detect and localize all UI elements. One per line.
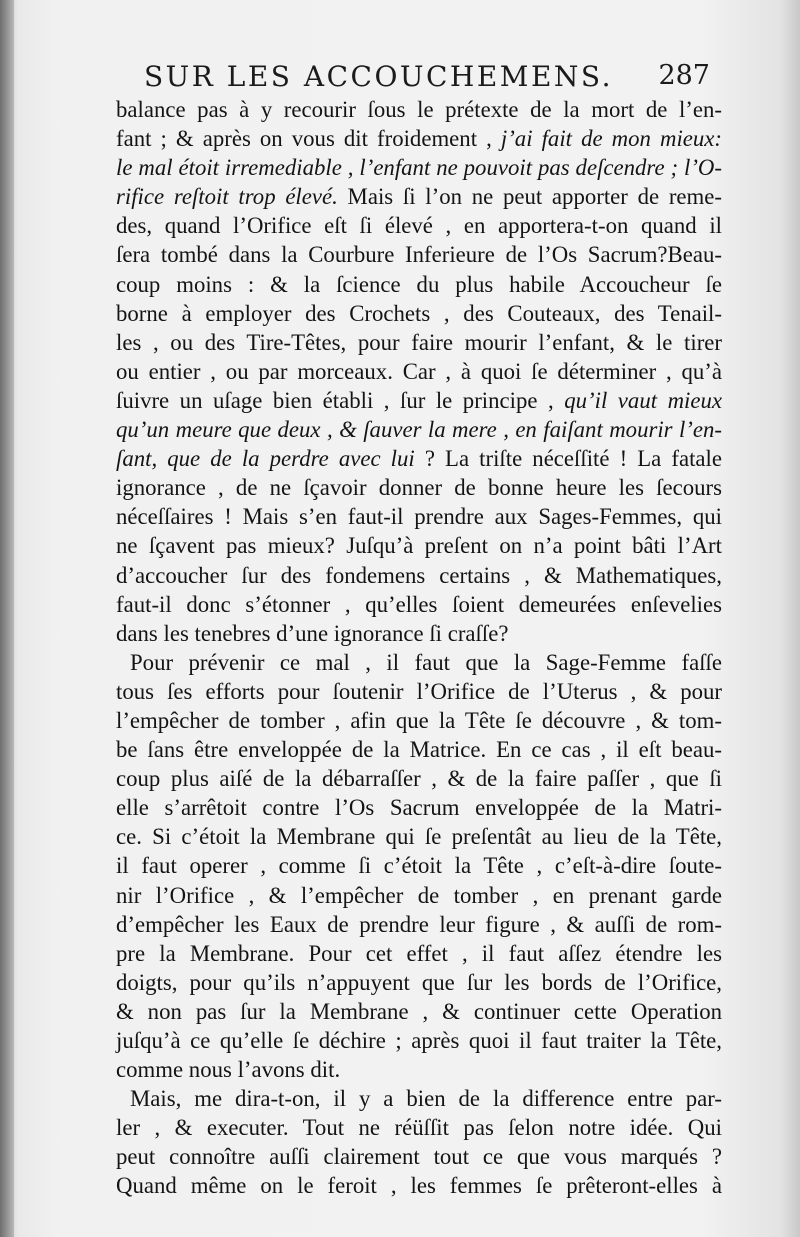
text-line — [116, 793, 722, 822]
text-line — [116, 822, 722, 851]
text-segment: juſqu’à ce qu’elle ſe déchire ; après quoi il faut traiter la Tête, — [116, 1028, 722, 1053]
text-line — [116, 328, 722, 357]
text-segment: elle s’arrêtoit contre l’Os Sacrum enveloppée de la Matri- — [116, 795, 722, 821]
text-segment: fant ; & après on vous dit froidement , — [116, 126, 501, 152]
text-line — [116, 444, 722, 473]
text-line — [116, 357, 722, 386]
text-line — [116, 648, 722, 677]
binding-gutter — [0, 0, 14, 1237]
text-line — [116, 1084, 722, 1113]
text-segment: doigts, pour qu’ils n’appuyent que ſur les bords de l’Orifice, — [116, 969, 722, 995]
text-line — [116, 270, 722, 299]
text-line — [116, 211, 722, 240]
text-segment: ne ſçavent pas mieux? Juſqu’à preſent on n’a point bâti l’Art — [116, 533, 722, 559]
text-line — [116, 531, 722, 560]
page-header — [116, 60, 716, 100]
text-segment: & non pas ſur la Membrane , & continuer cette Operation — [116, 998, 722, 1024]
text-segment: l’empêcher de tomber , afin que la Tête ſe découvre , & tom- — [116, 707, 722, 733]
text-line — [116, 473, 722, 502]
text-line — [116, 1171, 722, 1200]
body-text — [116, 95, 722, 1201]
text-segment: dans les tenebres d’une ignorance ſi craſſe? — [116, 620, 509, 646]
text-line — [116, 561, 722, 590]
text-segment: Mais, me dira-t-on, il y a bien de la difference entre par- — [130, 1086, 722, 1112]
text-line — [116, 124, 722, 153]
italic-text: qu’il vaut mieux — [564, 387, 722, 413]
text-line — [116, 95, 722, 124]
text-line — [116, 386, 722, 415]
text-line — [116, 590, 722, 619]
text-segment: il faut operer , comme ſi c’étoit la Tête , c’eſt-à-dire ſoute- — [116, 853, 722, 879]
text-segment: pre la Membrane. Pour cet effet , il faut aſſez étendre les — [116, 940, 722, 966]
text-segment: ce. Si c’étoit la Membrane qui ſe preſentât au lieu de la Tête, — [116, 824, 722, 850]
text-line — [116, 1026, 722, 1055]
text-segment: ler , & executer. Tout ne réüſſit pas ſelon notre idée. Qui — [116, 1115, 722, 1141]
text-segment: ſera tombé dans la Courbure Inferieure de l’Os Sacrum?Beau- — [116, 242, 722, 268]
italic-text: qu’un meure que deux , & ſauver la mere , en faiſant mourir l’en- — [116, 417, 722, 443]
text-line — [116, 415, 722, 444]
text-segment: ignorance , de ne ſçavoir donner de bonne heure les ſecours — [116, 475, 722, 501]
text-segment: Mais ſi l’on ne peut apporter de reme- — [337, 184, 722, 210]
text-segment: nir l’Orifice , & l’empêcher de tomber , en prenant garde — [116, 882, 722, 908]
text-line — [116, 182, 722, 211]
text-segment: faut-il donc s’étonner , qu’elles ſoient demeurées enſevelies — [116, 591, 722, 617]
text-segment: des, quand l’Orifice eſt ſi élevé , en apportera-t-on quand il — [116, 213, 722, 239]
text-segment: borne à employer des Crochets , des Couteaux, des Tenail- — [116, 300, 722, 326]
text-line — [116, 968, 722, 997]
text-line — [116, 1142, 722, 1171]
text-line — [116, 851, 722, 880]
page-number: 287 — [658, 60, 710, 91]
text-line — [116, 997, 722, 1026]
italic-text: j’ai fait de mon mieux: — [500, 126, 723, 152]
text-segment: ou entier , ou par morceaux. Car , à quoi ſe déterminer , qu’à — [116, 358, 722, 384]
text-line — [116, 764, 722, 793]
text-segment: comme nous l’avons dit. — [116, 1057, 341, 1083]
text-line — [116, 706, 722, 735]
text-line — [116, 939, 722, 968]
text-line — [116, 1055, 722, 1084]
text-line — [116, 677, 722, 706]
italic-text: rifice reſtoit trop élevé. — [116, 184, 338, 210]
text-segment: coup plus aiſé de la débarraſſer , & de la faire paſſer , que ſi — [116, 766, 722, 792]
text-line — [116, 240, 722, 269]
text-segment: coup moins : & la ſcience du plus habile Accoucheur ſe — [116, 271, 722, 297]
text-segment: tous ſes efforts pour ſoutenir l’Orifice de l’Uterus , & pour — [116, 678, 722, 704]
text-segment: peut connoître auſſi clairement tout ce que vous marqués ? — [116, 1144, 722, 1170]
text-line — [116, 619, 722, 648]
text-segment: néceſſaires ! Mais s’en faut-il prendre aux Sages-Femmes, qui — [116, 504, 722, 530]
italic-text: le mal étoit irremediable , l’enfant ne pouvoit pas deſcendre ; l’O- — [116, 155, 722, 181]
text-segment: ſuivre un uſage bien établi , ſur le principe , — [116, 387, 565, 413]
running-head: SUR LES ACCOUCHEMENS. — [144, 60, 613, 93]
text-line — [116, 502, 722, 531]
text-segment: d’empêcher les Eaux de prendre leur figure , & auſſi de rom- — [116, 911, 722, 937]
text-segment: ? La triſte néceſſité ! La fatale — [414, 446, 722, 472]
text-segment: be ſans être enveloppée de la Matrice. En ce cas , il eſt beau- — [116, 737, 722, 763]
text-segment: balance pas à y recourir ſous le prétexte de la mort de l’en- — [116, 97, 722, 122]
text-line — [116, 735, 722, 764]
text-segment: Pour prévenir ce mal , il faut que la Sage-Femme faſſe — [130, 649, 722, 675]
text-segment: d’accoucher ſur des fondemens certains , & Mathematiques, — [116, 562, 722, 588]
text-line — [116, 153, 722, 182]
text-segment: les , ou des Tire-Têtes, pour faire mourir l’enfant, & le tirer — [116, 329, 722, 355]
italic-text: ſant, que de la perdre avec lui — [116, 446, 415, 472]
text-line — [116, 299, 722, 328]
text-line — [116, 910, 722, 939]
text-line — [116, 881, 722, 910]
text-line — [116, 1113, 722, 1142]
text-segment: Quand même on le feroit , les femmes ſe prêteront-elles à — [116, 1173, 722, 1199]
